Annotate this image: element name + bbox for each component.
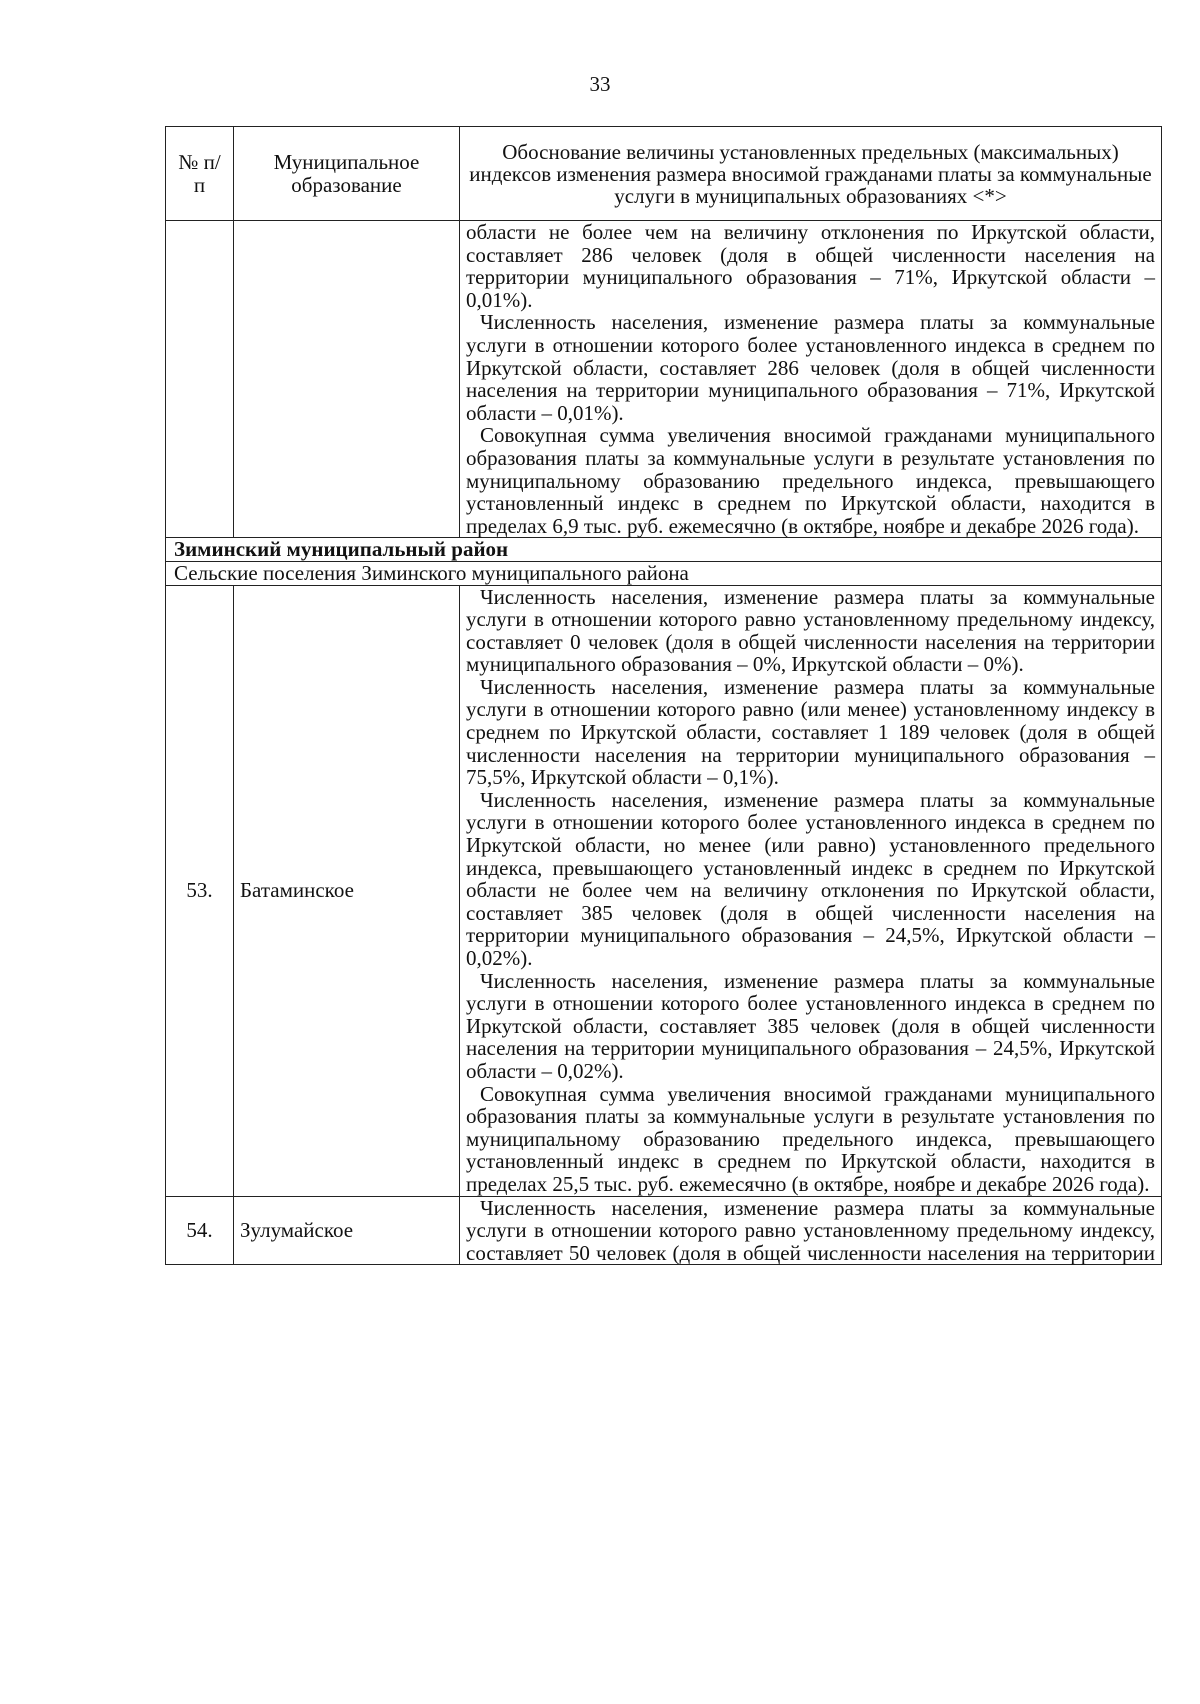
continuation-row <box>166 221 1162 538</box>
municipality-name: Зулумайское <box>234 1196 460 1265</box>
justification-paragraph: Численность населения, изменение размера платы за коммунальные услуги в отношении которого более установленного индекса в среднем по Иркутской области, составляет 385 человек (доля в общей численности населения на территории муниципального образования – 24,5%, Иркутской области – 0,02%). <box>466 968 1155 1083</box>
district-heading: Зиминский муниципальный район <box>166 538 1162 562</box>
justification-paragraph: Совокупная сумма увеличения вносимой гражданами муниципального образования платы за коммунальные услуги в результате установления по муниципальному образованию предельного индекса, превышающего установленный индекс в среднем по Иркутской области, находится в пределах 25,5 тыс. руб. ежемесячно (в октябре, ноябре и декабре 2026 года). <box>466 1081 1155 1196</box>
justification-paragraph: Численность населения, изменение размера платы за коммунальные услуги в отношении которого равно установленному предельному индексу, составляет 0 человек (доля в общей численности населения на территории муниципального образования – 0%, Иркутской области – 0%). <box>466 584 1155 677</box>
justification-paragraph: области не более чем на величину отклонения по Иркутской области, составляет 286 человек (доля в общей численности населения на территории муниципального образования – 71%, Иркутской области – 0,01%). <box>466 220 1155 312</box>
settlement-heading-row <box>166 561 1162 585</box>
justification-paragraph: Численность населения, изменение размера платы за коммунальные услуги в отношении которого равно установленному предельному индексу, составляет 50 человек (доля в общей численности населения на территории <box>466 1195 1155 1265</box>
header-num: № п/п <box>166 127 234 221</box>
justification-paragraph: Численность населения, изменение размера платы за коммунальные услуги в отношении которого более установленного индекса в среднем по Иркутской области, но менее (или равно) установленного предельного индекса, превышающего установленный индекс в среднем по Иркутской области не более чем на величину отклонения по Иркутской области, составляет 385 человек (доля в общей численности населения на территории муниципального образования – 24,5%, Иркутской области – 0,02%). <box>466 787 1155 970</box>
justification-cell <box>460 1196 1162 1265</box>
table-header-row <box>166 127 1162 221</box>
justification-cell <box>460 585 1162 1196</box>
continuation-justification-cell <box>460 221 1162 538</box>
justification-paragraph: Совокупная сумма увеличения вносимой гражданами муниципального образования платы за коммунальные услуги в результате установления по муниципальному образованию предельного индекса, превышающего установленный индекс в среднем по Иркутской области, находится в пределах 6,9 тыс. руб. ежемесячно (в октябре, ноябре и декабре 2026 года). <box>466 423 1155 538</box>
table-row <box>166 1196 1162 1265</box>
row-number: 54. <box>166 1196 234 1265</box>
indices-table <box>165 126 1162 1265</box>
justification-paragraph: Численность населения, изменение размера платы за коммунальные услуги в отношении которого более установленного индекса в среднем по Иркутской области, составляет 286 человек (доля в общей численности населения на территории муниципального образования – 71%, Иркутской области – 0,01%). <box>466 310 1155 425</box>
header-municipality: Муниципальное образование <box>234 127 460 221</box>
header-justification: Обоснование величины установленных предельных (максимальных) индексов изменения размера вносимой гражданами платы за коммунальные услуги в муниципальных образованиях <*> <box>460 127 1162 221</box>
table-row <box>166 585 1162 1196</box>
continuation-num-cell <box>166 221 234 538</box>
district-heading-row <box>166 538 1162 562</box>
row-number: 53. <box>166 585 234 1196</box>
municipality-name: Батаминское <box>234 585 460 1196</box>
settlement-heading: Сельские поселения Зиминского муниципального района <box>166 561 1162 585</box>
justification-paragraph: Численность населения, изменение размера платы за коммунальные услуги в отношении которого равно (или менее) установленному индексу в среднем по Иркутской области, составляет 1 189 человек (доля в общей численности населения на территории муниципального образования – 75,5%, Иркутской области – 0,1%). <box>466 674 1155 790</box>
page-number: 33 <box>589 72 611 96</box>
continuation-name-cell <box>234 221 460 538</box>
